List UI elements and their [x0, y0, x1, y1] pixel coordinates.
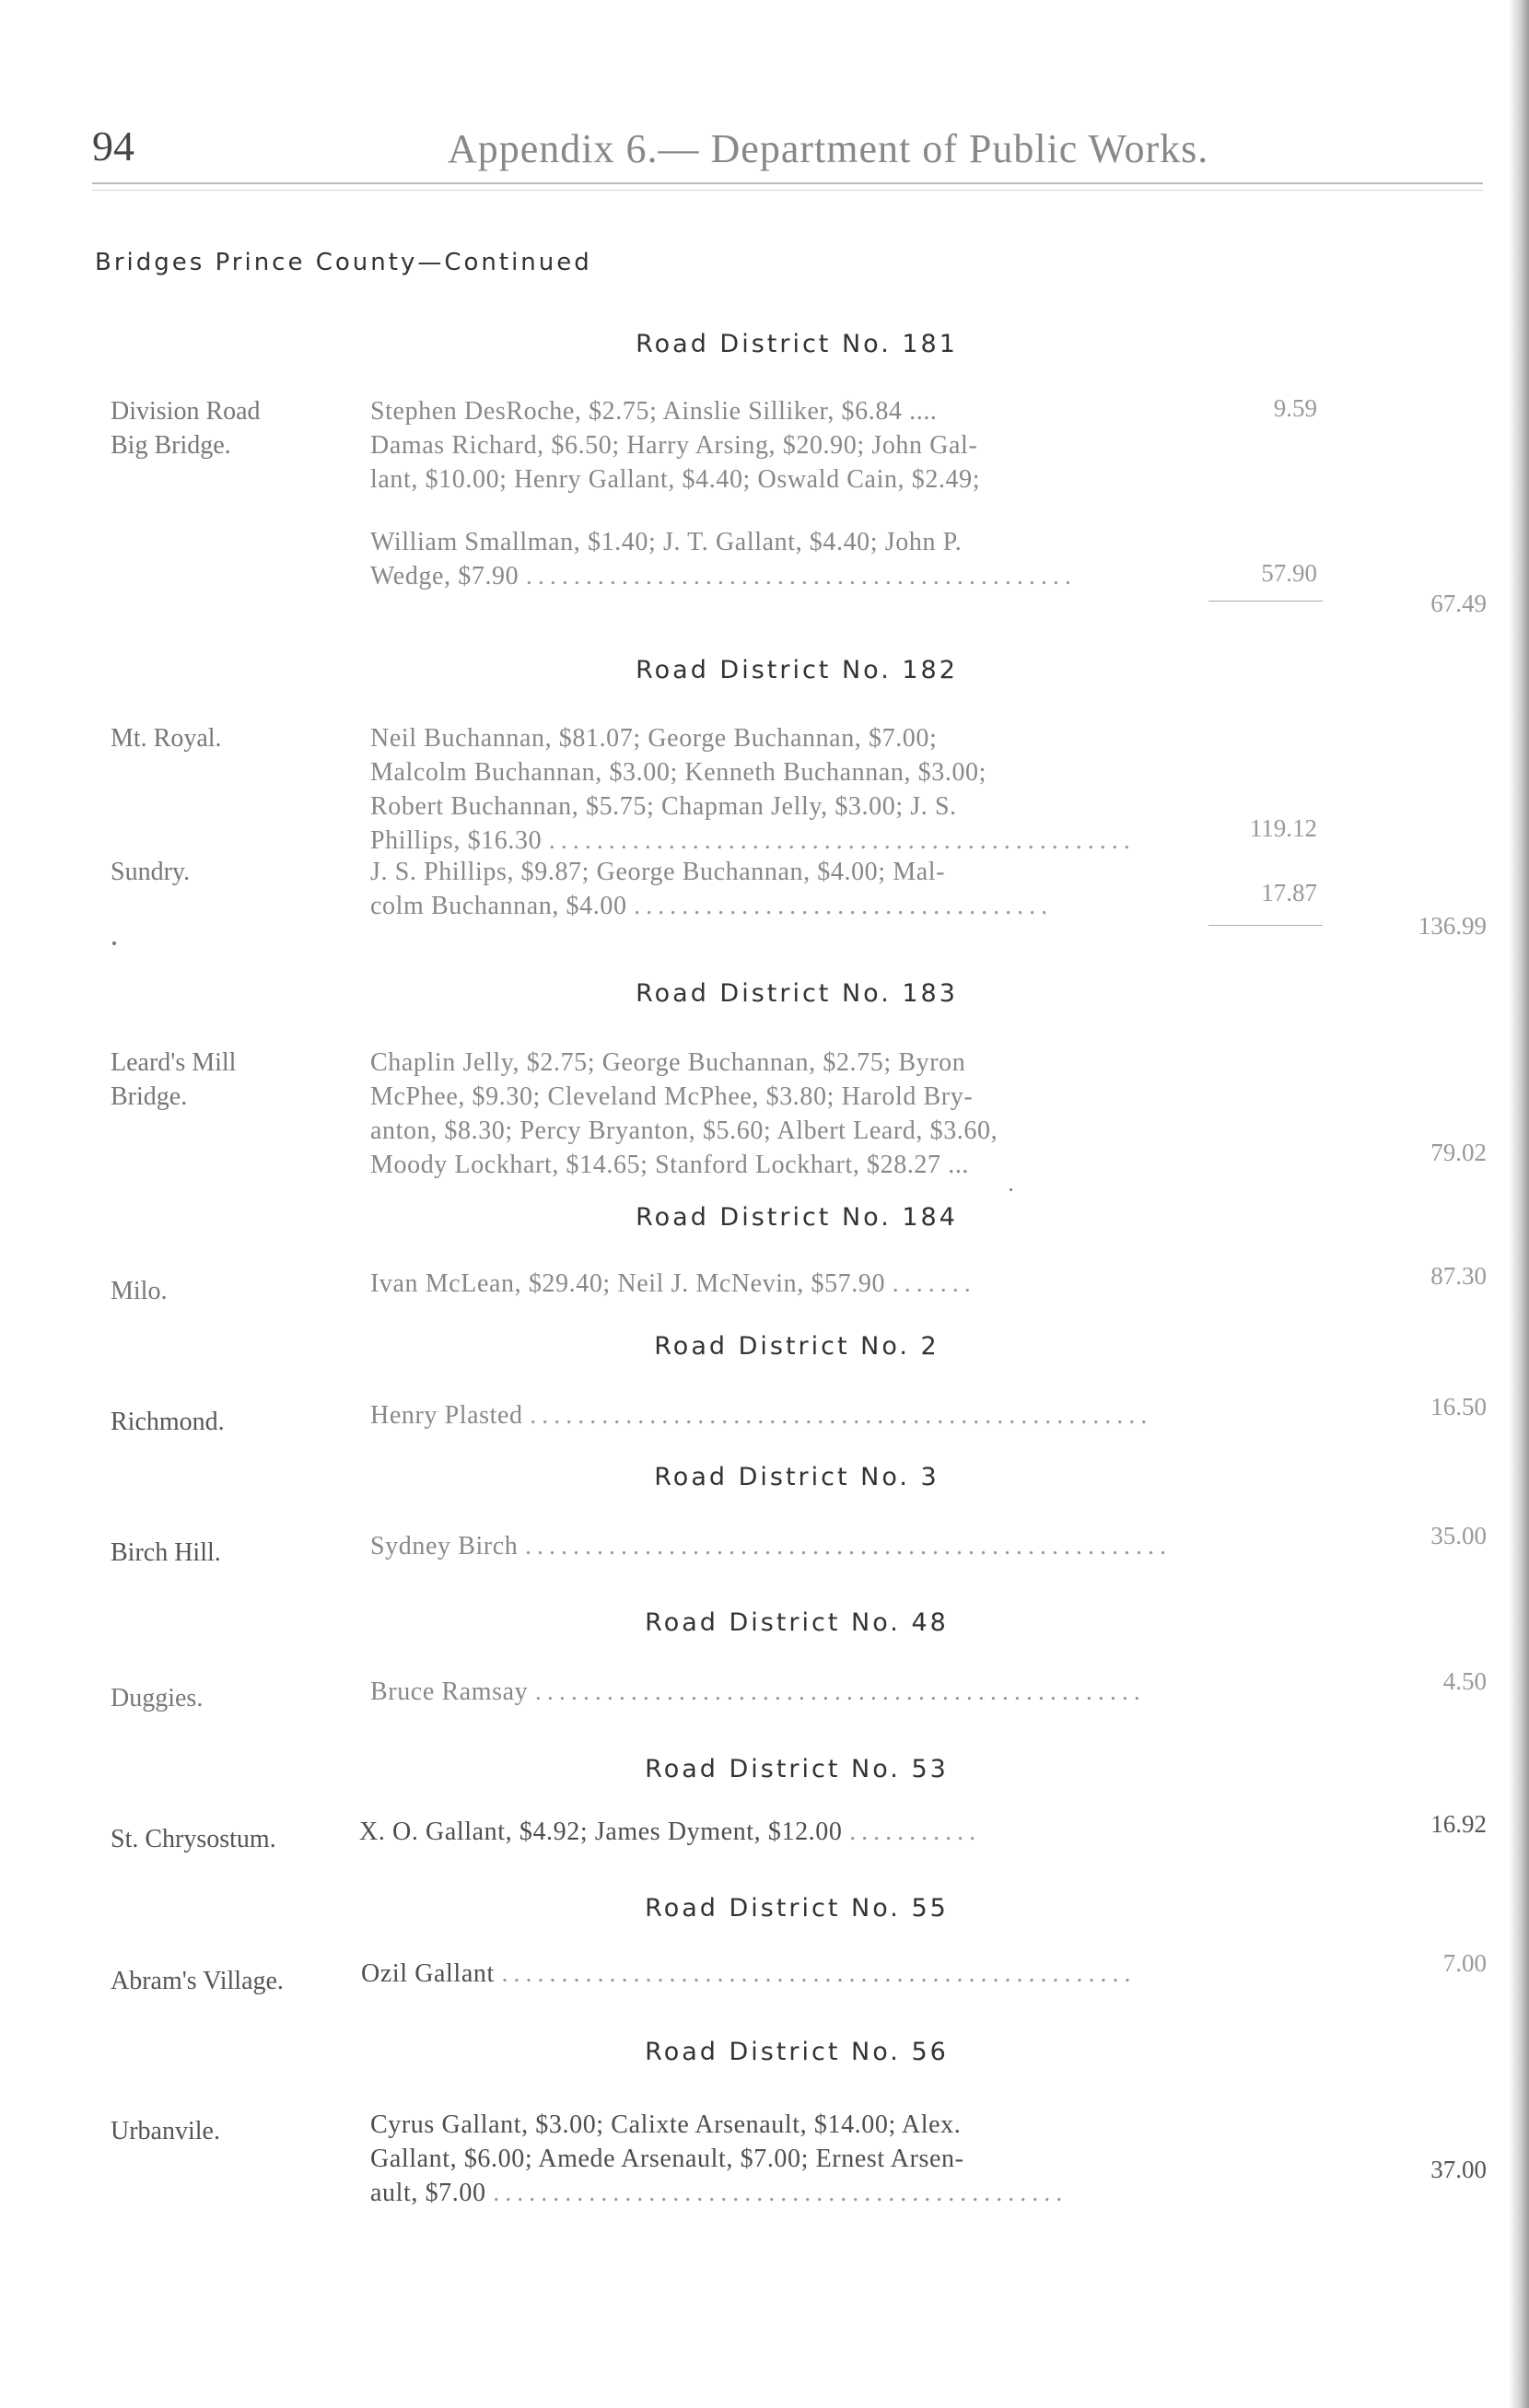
text-line: Robert Buchannan, $5.75; Chapman Jelly, $3.00; J. S. [370, 792, 957, 821]
text-line: Wedge, $7.90 .............................................. [370, 562, 1077, 590]
place-line: Leard's Mill [111, 1048, 237, 1077]
line-amount: 57.90 [1261, 559, 1317, 587]
place-name: Duggies. [111, 1684, 204, 1712]
district-total: 136.99 [1418, 912, 1487, 940]
district-total: 67.49 [1430, 590, 1487, 617]
entry-description [370, 1267, 1222, 1301]
place-name: Mt. Royal. [111, 724, 222, 753]
text-line: McPhee, $9.30; Cleveland McPhee, $3.80; Harold Bry- [370, 1082, 974, 1111]
text-line: Sydney Birch ...................................................... [370, 1532, 1173, 1561]
text-line: Henry Plasted .................................................... [370, 1401, 1153, 1430]
running-title: Appendix 6.— Department of Public Works. [448, 126, 1209, 171]
place-line: Division Road [111, 397, 261, 426]
text-line: Ozil Gallant ..................................................... [361, 1959, 1137, 1988]
print-speck [1010, 1188, 1012, 1191]
entry-description [370, 1046, 1222, 1182]
text-line: Moody Lockhart, $14.65; Stanford Lockhart, $28.27 ... [370, 1151, 970, 1179]
district-total: 87.30 [1430, 1262, 1487, 1290]
place-name: Sundry. [111, 858, 191, 886]
entry-description [370, 855, 1222, 923]
text-line: Stephen DesRoche, $2.75; Ainslie Silliker, $6.84 .... [370, 397, 938, 426]
place-name: Urbanvile. [111, 2117, 220, 2145]
header-rule-secondary [92, 190, 1483, 191]
page-edge-shadow [1509, 0, 1529, 2408]
header-rule [92, 182, 1483, 184]
text-line: J. S. Phillips, $9.87; George Buchannan, $4.00; Mal- [370, 858, 946, 886]
district-heading-2: Road District No. 2 [654, 1332, 940, 1361]
district-total: 4.50 [1442, 1667, 1487, 1695]
section-heading: Bridges Prince County—Continued [95, 249, 592, 276]
text-line: Damas Richard, $6.50; Harry Arsing, $20.90; John Gal- [370, 431, 978, 460]
place-name: Richmond. [111, 1408, 225, 1436]
text-line: Cyrus Gallant, $3.00; Calixte Arsenault, $14.00; Alex. [370, 2110, 962, 2139]
entry-description [370, 525, 1222, 593]
entry-description [370, 394, 1222, 497]
text-line: anton, $8.30; Percy Bryanton, $5.60; Albert Leard, $3.60, [370, 1116, 998, 1145]
district-total: 35.00 [1430, 1522, 1487, 1549]
district-total: 16.50 [1430, 1393, 1487, 1420]
line-amount: 119.12 [1249, 814, 1317, 842]
text-line: Bruce Ramsay ................................................... [370, 1677, 1146, 1706]
district-heading-183: Road District No. 183 [636, 979, 958, 1008]
district-heading-48: Road District No. 48 [645, 1608, 949, 1637]
page-number: 94 [92, 123, 134, 169]
text-line: Neil Buchannan, $81.07; George Buchannan, $7.00; [370, 724, 938, 753]
entry-description [370, 1529, 1222, 1563]
text-line: Chaplin Jelly, $2.75; George Buchannan, $2.75; Byron [370, 1048, 966, 1077]
entry-description [359, 1815, 1211, 1849]
place-line: Big Bridge. [111, 431, 231, 460]
place-name: Milo. [111, 1277, 168, 1305]
place-name [111, 394, 261, 462]
district-heading-181: Road District No. 181 [636, 330, 958, 358]
text-line: Phillips, $16.30 ................................................. [370, 826, 1136, 855]
district-heading-184: Road District No. 184 [636, 1203, 958, 1232]
subtotal-rule [1208, 925, 1323, 926]
place-line: Bridge. [111, 1082, 188, 1111]
print-speck [112, 941, 116, 945]
entry-description [370, 721, 1222, 858]
text-line: X. O. Gallant, $4.92; James Dyment, $12.00 ........... [359, 1818, 982, 1846]
subtotal-rule [1208, 601, 1323, 602]
place-name: Birch Hill. [111, 1538, 221, 1567]
text-line: ault, $7.00 ................................................ [370, 2179, 1068, 2207]
district-total: 37.00 [1430, 2156, 1487, 2183]
text-line: colm Buchannan, $4.00 ................................... [370, 892, 1054, 920]
text-line: lant, $10.00; Henry Gallant, $4.40; Oswald Cain, $2.49; [370, 465, 981, 494]
text-line: Gallant, $6.00; Amede Arsenault, $7.00; Ernest Arsen- [370, 2145, 964, 2173]
entry-description [361, 1957, 1213, 1991]
text-line: Ivan McLean, $29.40; Neil J. McNevin, $57.90 ....... [370, 1269, 976, 1298]
district-heading-55: Road District No. 55 [645, 1894, 949, 1923]
entry-description [370, 2108, 1222, 2210]
entry-description [370, 1675, 1222, 1709]
place-name: Abram's Village. [111, 1967, 284, 1995]
place-name: St. Chrysostum. [111, 1825, 276, 1853]
text-line: Malcolm Buchannan, $3.00; Kenneth Buchannan, $3.00; [370, 758, 987, 787]
district-total: 79.02 [1430, 1139, 1487, 1166]
entry-description [370, 1398, 1222, 1432]
district-total: 16.92 [1430, 1810, 1487, 1838]
district-heading-182: Road District No. 182 [636, 656, 958, 684]
district-heading-56: Road District No. 56 [645, 2038, 949, 2066]
line-amount: 17.87 [1261, 879, 1317, 906]
line-amount: 9.59 [1273, 394, 1317, 422]
district-heading-53: Road District No. 53 [645, 1755, 949, 1783]
place-name [111, 1046, 236, 1114]
district-heading-3: Road District No. 3 [654, 1463, 940, 1491]
district-total: 7.00 [1442, 1949, 1487, 1977]
text-line: William Smallman, $1.40; J. T. Gallant, $4.40; John P. [370, 528, 963, 556]
